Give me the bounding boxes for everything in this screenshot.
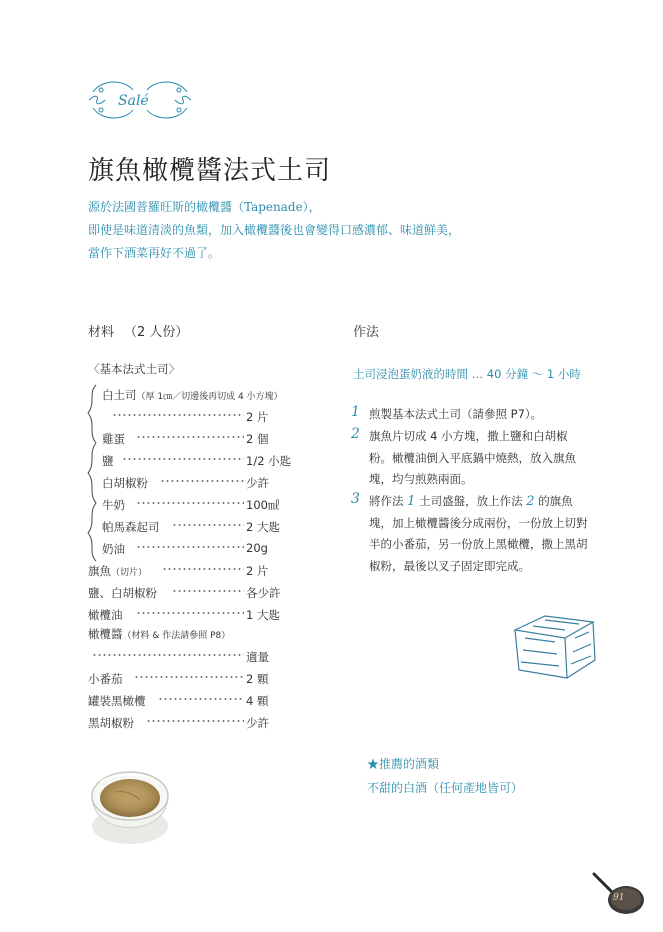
ingredients-heading [88,321,188,340]
ingredient-row [88,715,308,735]
ingredient-row [102,497,308,517]
step-text: 半的小番茄，另一份放上黑橄欖，撒上黑胡 [369,537,588,551]
ingredient-row [88,626,230,642]
step-text: 將作法 1 土司盛盤，放上作法 2 的旗魚 [369,494,573,509]
ingredient-qty: 1 大匙 [246,608,280,622]
leader-dots [172,590,244,592]
step-text: 椒粉，最後以叉子固定即完成。 [369,558,530,573]
ingredient-row [102,409,308,429]
ingredient-name: 鹽 [102,454,114,468]
leader-dots [92,654,244,656]
ingredient-qty: 2 顆 [246,672,269,686]
ingredient-name: 橄欖油 [88,608,123,622]
ingredient-note: （材料 & 作法請參照 P8） [122,631,231,641]
ingredient-qty: 4 顆 [246,694,269,708]
ingredient-name: 黑胡椒粉 [88,716,134,730]
ingredient-row [88,563,308,583]
leader-dots [158,698,244,700]
step-number: 2 [351,426,360,442]
ingredient-name: 橄欖醬 [88,627,123,641]
ingredient-qty: 20g [246,541,268,555]
servings-label: （2 人份） [124,325,189,340]
page-number: 91 [613,893,625,903]
ingredient-qty: 2 個 [246,432,269,446]
intro-line: 源於法國普羅旺斯的橄欖醬（Tapenade）， [88,200,321,214]
ingredient-note: （厚 1㎝／切邊後再切成 4 小方塊） [136,392,283,402]
ingredient-qty: 2 片 [246,410,269,424]
ingredient-name: 罐裝黑橄欖 [88,694,146,708]
leader-dots [136,436,244,438]
recipe-intro [88,196,508,265]
ingredient-name: 白胡椒粉 [102,476,148,490]
brace-icon [86,383,98,563]
ingredient-group-title: 〈基本法式土司〉 [88,362,180,376]
step-text: 粉。橄欖油倒入平底鍋中燒熱，放入旗魚 [369,450,576,465]
ingredient-qty: 少許 [246,476,269,490]
recipe-title: 旗魚橄欖醬法式土司 [88,156,332,186]
ingredient-qty: 2 片 [246,564,269,578]
leader-dots [172,524,244,526]
step-text: 塊，均勻煎熟兩面。 [369,472,473,486]
leader-dots [136,502,244,504]
step-text: 旗魚片切成 4 小方塊，撒上鹽和白胡椒 [369,429,568,443]
leader-dots [160,480,244,482]
method-step [351,404,596,426]
ingredient-row [88,649,308,669]
ingredient-name: 旗魚（切片） [88,564,148,578]
ingredient-name: 白土司（厚 1㎝／切邊後再切成 4 小方塊） [102,388,283,402]
leader-dots [162,568,244,570]
ingredient-row [88,693,308,713]
tapenade-bowl-image [86,762,174,848]
ingredient-row [102,475,308,495]
ingredient-name: 鹽、白胡椒粉 [88,586,157,600]
ingredient-row [102,387,308,407]
ingredient-qty: 適量 [246,650,269,664]
ingredient-row [88,607,308,627]
drink-title: ★推薦的酒類 [367,757,440,771]
leader-dots [122,458,244,460]
leader-dots [136,546,244,548]
method-step [351,491,596,577]
intro-line: 即使是味道清淡的魚類，加入橄欖醬後也會變得口感濃郁、味道鮮美， [88,223,461,237]
drink-recommendation [367,752,523,800]
ice-cube-icon [505,608,600,683]
ingredient-row [102,431,308,451]
step-reference: 2 [526,494,535,509]
method-step [351,426,596,491]
step-number: 3 [351,491,360,507]
ingredient-row [88,585,308,605]
intro-line: 當作下酒菜再好不過了。 [88,246,221,260]
ingredient-row [102,453,308,473]
leader-dots [112,414,244,416]
soak-time: 土司浸泡蛋奶液的時間 … 40 分鐘 ～ 1 小時 [353,367,581,381]
drink-text: 不甜的白酒（任何產地皆可） [367,781,524,795]
leader-dots [146,720,244,722]
ingredient-name: 牛奶 [102,498,125,512]
ingredient-qty: 少許 [246,716,269,730]
ingredient-qty: 各少許 [246,586,281,600]
ingredient-name: 帕馬森起司 [102,520,160,534]
ingredient-note: （切片） [111,568,148,578]
ingredient-row [102,519,308,539]
section-label: Salé [118,93,149,109]
step-number: 1 [351,404,360,420]
method-heading: 作法 [353,325,380,340]
ingredient-qty: 1/2 小匙 [246,454,292,468]
ingredient-row [102,541,308,561]
ingredient-qty: 100㎖ [246,498,280,512]
ingredients-label: 材料 [88,325,115,340]
ingredient-name: 奶油 [102,542,125,556]
step-reference: 1 [407,494,416,509]
ingredient-row [88,671,308,691]
ingredient-name: 雞蛋 [102,432,125,446]
step-text: 塊，加上橄欖醬後分成兩份，一份放上切對 [369,515,588,530]
ingredient-name: 小番茄 [88,672,123,686]
leader-dots [134,676,244,678]
ingredient-qty: 2 大匙 [246,520,280,534]
step-text: 煎製基本法式土司（請參照 P7）。 [369,407,543,421]
leader-dots [136,612,244,614]
